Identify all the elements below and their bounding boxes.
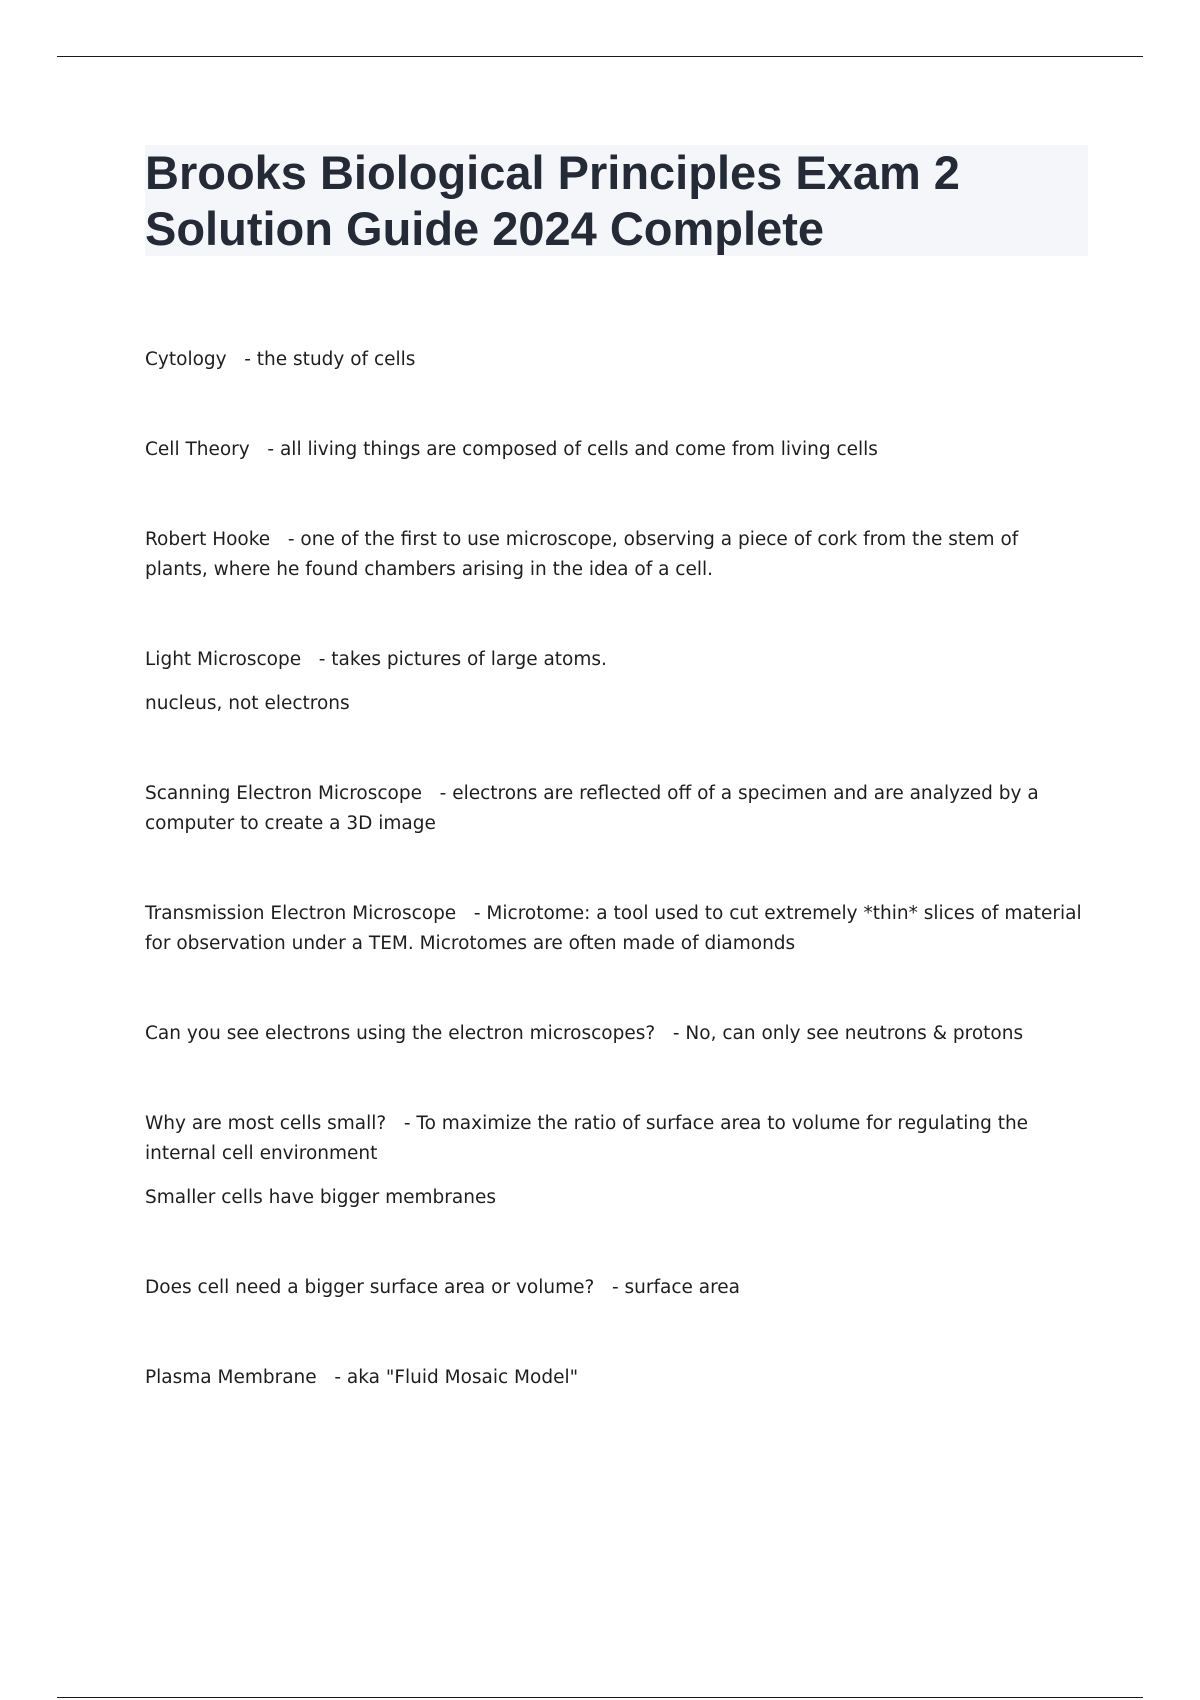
entry-definition: - surface area xyxy=(611,1277,741,1298)
entry-line xyxy=(145,1363,1085,1393)
entry-line xyxy=(145,899,1085,959)
entry-definition: - electrons are reflected off of a specimen and are analyzed by a computer to create a 3D image xyxy=(145,783,1039,834)
top-rule xyxy=(57,56,1143,57)
entry-line xyxy=(145,525,1085,585)
entry-term: Why are most cells small? xyxy=(145,1113,387,1134)
entry-line xyxy=(145,435,1085,465)
title-line-1: Brooks Biological Principles Exam 2 xyxy=(145,146,960,199)
entry-definition: - aka "Fluid Mosaic Model" xyxy=(334,1367,579,1388)
entry-scanning-electron-microscope xyxy=(145,779,1085,839)
entry-term: Cell Theory xyxy=(145,439,250,460)
entry-definition: - the study of cells xyxy=(244,349,416,370)
entry-plasma-membrane xyxy=(145,1363,1085,1393)
entry-definition: - Microtome: a tool used to cut extremely *thin* slices of material for observation under a TEM. Microtomes are often made of diamonds xyxy=(145,903,1082,954)
document-title xyxy=(145,145,1088,257)
entry-term: Plasma Membrane xyxy=(145,1367,317,1388)
entry-line xyxy=(145,1109,1085,1169)
entry-line xyxy=(145,345,1085,375)
entry-line xyxy=(145,1273,1085,1303)
entry-cells-small xyxy=(145,1109,1085,1213)
bottom-rule xyxy=(57,1697,1143,1698)
entry-definition: - No, can only see neutrons & protons xyxy=(672,1023,1024,1044)
entry-term: Does cell need a bigger surface area or volume? xyxy=(145,1277,595,1298)
entry-term: Robert Hooke xyxy=(145,529,271,550)
entry-robert-hooke xyxy=(145,525,1085,585)
title-block xyxy=(145,145,1088,256)
entry-line xyxy=(145,779,1085,839)
entry-definition: - takes pictures of large atoms. xyxy=(318,649,607,670)
entry-light-microscope xyxy=(145,645,1085,719)
entry-term: Can you see electrons using the electron microscopes? xyxy=(145,1023,656,1044)
entry-cytology xyxy=(145,345,1085,375)
entry-term: Light Microscope xyxy=(145,649,302,670)
entry-extra-note: Smaller cells have bigger membranes xyxy=(145,1187,496,1208)
entry-definition: - all living things are composed of cells and come from living cells xyxy=(267,439,878,460)
entry-term: Transmission Electron Microscope xyxy=(145,903,457,924)
entry-extra-note: nucleus, not electrons xyxy=(145,693,350,714)
flashcard-list xyxy=(145,345,1085,1453)
entry-term: Cytology xyxy=(145,349,227,370)
entry-transmission-electron-microscope xyxy=(145,899,1085,959)
entry-definition: - To maximize the ratio of surface area to volume for regulating the internal cell environment xyxy=(145,1113,1029,1164)
entry-cell-theory xyxy=(145,435,1085,465)
entry-line xyxy=(145,1019,1085,1049)
entry-see-electrons xyxy=(145,1019,1085,1049)
entry-term: Scanning Electron Microscope xyxy=(145,783,422,804)
title-line-2: Solution Guide 2024 Complete xyxy=(145,202,824,255)
entry-line xyxy=(145,645,1085,675)
entry-surface-area-volume xyxy=(145,1273,1085,1303)
entry-definition: - one of the first to use microscope, observing a piece of cork from the stem of plants, where he found chambers arising in the idea of a cell. xyxy=(145,529,1019,580)
